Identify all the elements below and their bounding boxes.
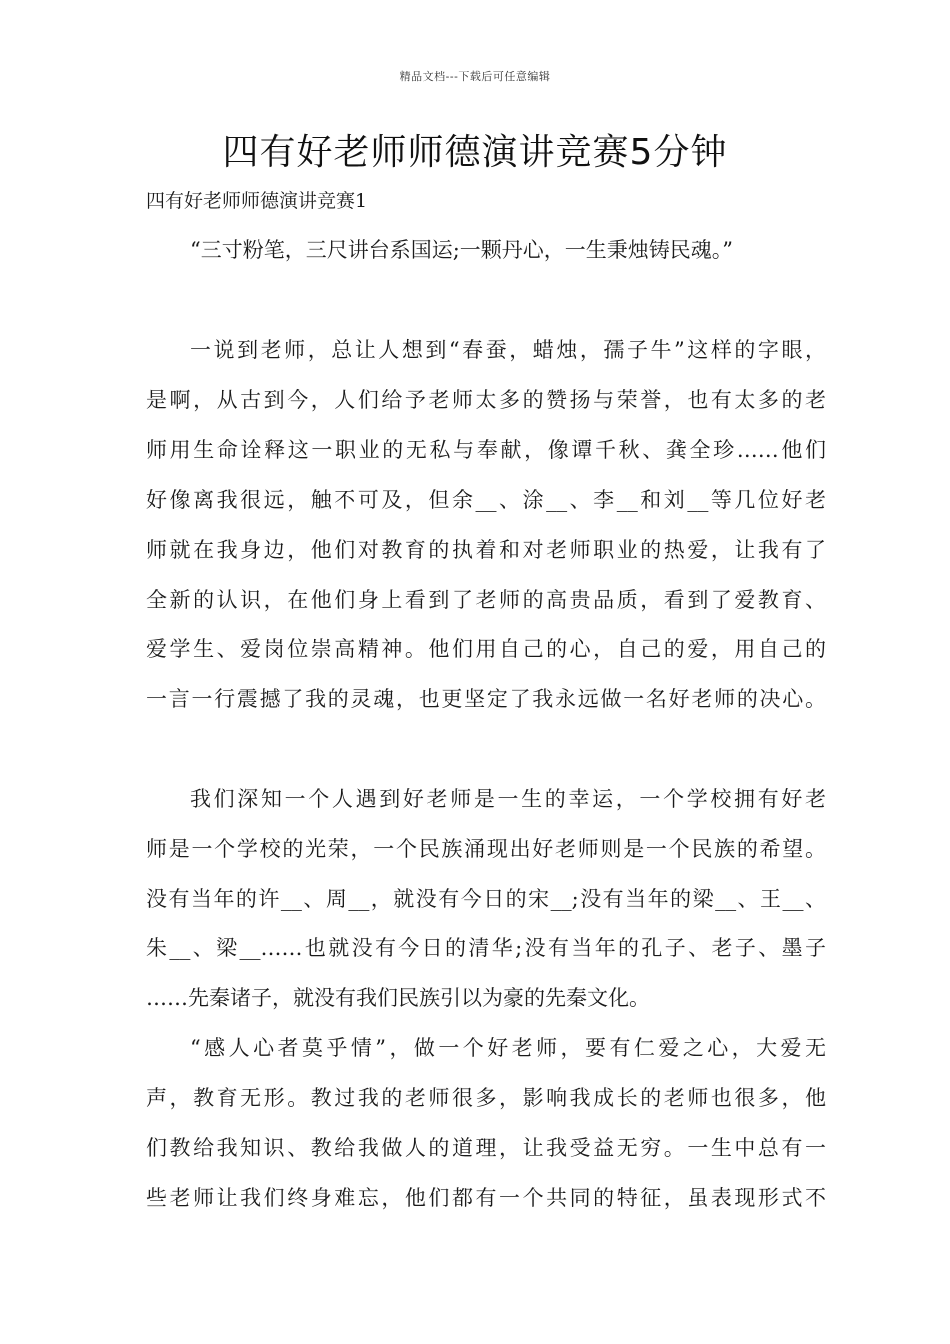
paragraph-line: 师用生命诠释这一职业的无私与奉献，像谭千秋、龚全珍……他们 — [146, 438, 826, 462]
header-note: 精品文档---下载后可任意编辑 — [399, 70, 551, 83]
paragraph-line: 一言一行震撼了我的灵魂，也更坚定了我永远做一名好老师的决心。 — [146, 687, 826, 711]
paragraph-line: 师是一个学校的光荣，一个民族涌现出好老师则是一个民族的希望。 — [146, 837, 826, 861]
paragraph-line: 们教给我知识、教给我做人的道理，让我受益无穷。一生中总有一 — [146, 1136, 826, 1160]
paragraph-line: 全新的认识，在他们身上看到了老师的高贵品质，看到了爱教育、 — [146, 588, 826, 612]
paragraph-line: 我们深知一个人遇到好老师是一生的幸运，一个学校拥有好老 — [190, 787, 826, 811]
paragraph-line: 一说到老师，总让人想到“春蚕，蜡烛，孺子牛”这样的字眼， — [190, 338, 826, 362]
section-subtitle: 四有好老师师德演讲竞赛1 — [146, 190, 368, 212]
paragraph-line: “感人心者莫乎情”，做一个好老师，要有仁爱之心，大爱无 — [190, 1036, 826, 1060]
paragraph-line: 爱学生、爱岗位崇高精神。他们用自己的心，自己的爱，用自己的 — [146, 637, 826, 661]
paragraph-line: 好像离我很远，触不可及，但余__、涂__、李__和刘__等几位好老 — [146, 488, 826, 512]
paragraph-line: 师就在我身边，他们对教育的执着和对老师职业的热爱，让我有了 — [146, 538, 826, 562]
paragraph-line: 是啊，从古到今，人们给予老师太多的赞扬与荣誉，也有太多的老 — [146, 388, 826, 412]
paragraph-line: ……先秦诸子，就没有我们民族引以为豪的先秦文化。 — [146, 986, 650, 1010]
paragraph-line: 些老师让我们终身难忘，他们都有一个共同的特征，虽表现形式不 — [146, 1186, 826, 1210]
paragraph-line: 朱__、梁__……也就没有今日的清华;没有当年的孔子、老子、墨子 — [146, 936, 826, 960]
document-title: 四有好老师师德演讲竞赛5分钟 — [222, 132, 728, 173]
paragraph-line: 没有当年的许__、周__，就没有今日的宋__;没有当年的梁__、王__、 — [146, 887, 826, 911]
paragraph-line: 声，教育无形。教过我的老师很多，影响我成长的老师也很多，他 — [146, 1086, 826, 1110]
quote-line: “三寸粉笔，三尺讲台系国运;一颗丹心，一生秉烛铸民魂。” — [190, 238, 734, 262]
